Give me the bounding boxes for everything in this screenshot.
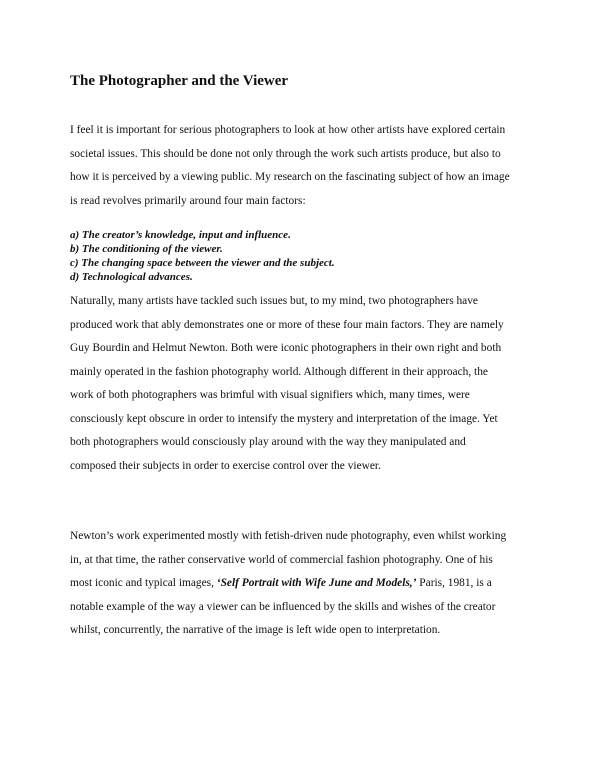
paragraph-line [70, 572, 506, 596]
line-text: Paris, 1981, is a [416, 577, 492, 589]
paragraph-line: work of both photographers was brimful with visual signifiers which, many times, were [70, 389, 470, 401]
paragraph-line: notable example of the way a viewer can be influenced by the skills and wishes of the creator [70, 600, 496, 613]
intro-paragraph [70, 119, 510, 213]
paragraph-line: Naturally, many artists have tackled such issues but, to my mind, two photographers have [70, 295, 478, 307]
paragraph-line: in, at that time, the rather conservative world of commercial fashion photography. One of his [70, 553, 493, 566]
paragraph-line: both photographers would consciously play around with the way they manipulated and [70, 436, 466, 448]
factor-item: b) The conditioning of the viewer. [70, 243, 223, 255]
paragraph-line: I feel it is important for serious photographers to look at how other artists have explored certain [70, 124, 506, 136]
paragraph-line: whilst, concurrently, the narrative of the image is left wide open to interpretation. [70, 624, 441, 636]
paragraph-line: is read revolves primarily around four main factors: [70, 194, 306, 207]
photographers-paragraph [70, 290, 504, 478]
paragraph-line: mainly operated in the fashion photography world. Although different in their approach, the [70, 365, 488, 378]
work-title: ‘Self Portrait with Wife June and Models,’ [216, 577, 417, 589]
paragraph-line: produced work that ably demonstrates one or more of these four main factors. They are namely [70, 318, 504, 331]
factor-item: a) The creator’s knowledge, input and influence. [70, 229, 291, 241]
paragraph-line: composed their subjects in order to exercise control over the viewer. [70, 459, 381, 472]
paragraph-line: how it is perceived by a viewing public. My research on the fascinating subject of how an image [70, 171, 510, 183]
factor-item: d) Technological advances. [70, 271, 193, 283]
paragraph-line: consciously kept obscure in order to intensify the mystery and interpretation of the image. Yet [70, 412, 498, 425]
paragraph-line: Guy Bourdin and Helmut Newton. Both were iconic photographers in their own right and both [70, 342, 502, 354]
document-title: The Photographer and the Viewer [70, 73, 289, 89]
paragraph-line: Newton’s work experimented mostly with fetish-driven nude photography, even whilst working [70, 530, 507, 542]
factors-list [70, 228, 335, 284]
factor-item: c) The changing space between the viewer and the subject. [70, 257, 335, 269]
newton-paragraph [70, 525, 506, 643]
line-text: most iconic and typical images, [70, 577, 217, 589]
paragraph-line: societal issues. This should be done not only through the work such artists produce, but also to [70, 147, 501, 160]
